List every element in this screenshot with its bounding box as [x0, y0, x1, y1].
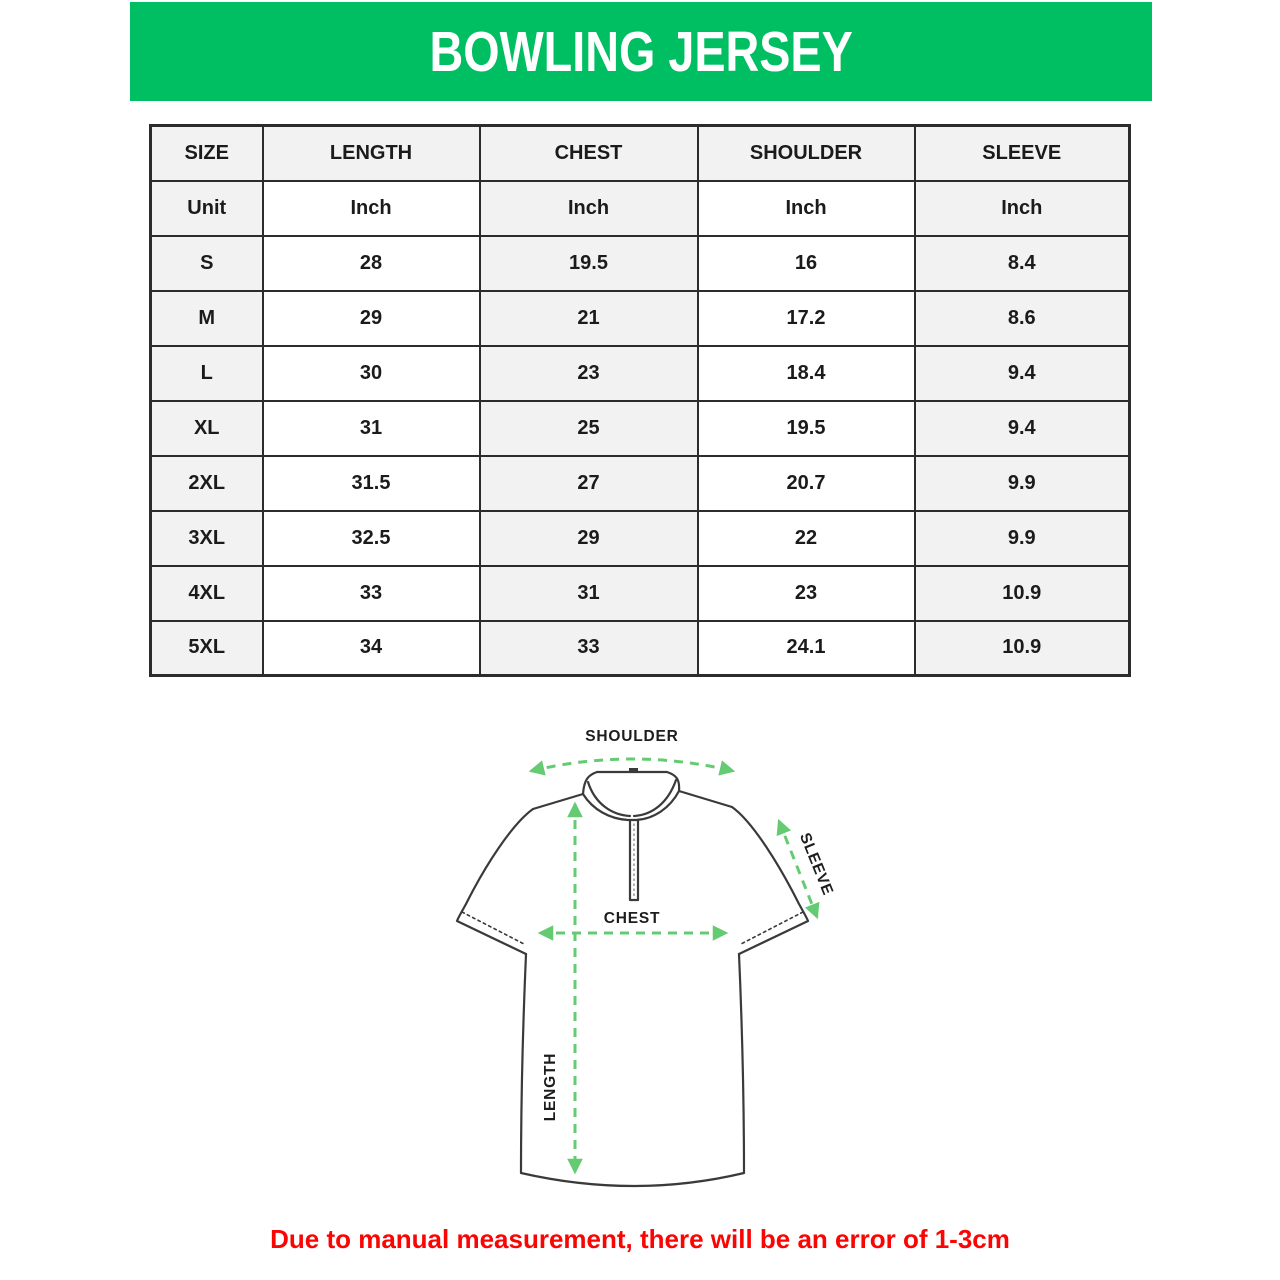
title-banner — [130, 2, 1152, 101]
measurement-value: 29 — [263, 291, 480, 346]
size-table — [149, 124, 1131, 677]
measurement-value: 31.5 — [263, 456, 480, 511]
measurement-value: 22 — [698, 511, 915, 566]
size-label: 5XL — [151, 621, 263, 676]
column-header: SIZE — [151, 126, 263, 181]
measurement-value: 32.5 — [263, 511, 480, 566]
measurement-value: 23 — [480, 346, 698, 401]
table-row — [151, 291, 1130, 346]
measurement-value: 34 — [263, 621, 480, 676]
unit-value: Inch — [480, 181, 698, 236]
measurement-value: 10.9 — [915, 621, 1130, 676]
zipper-pull — [629, 768, 638, 773]
measurement-value: 28 — [263, 236, 480, 291]
column-header: LENGTH — [263, 126, 480, 181]
size-label: 2XL — [151, 456, 263, 511]
size-label: M — [151, 291, 263, 346]
page-title: BOWLING JERSEY — [429, 19, 853, 84]
measurement-value: 31 — [480, 566, 698, 621]
measurement-disclaimer: Due to manual measurement, there will be an error of 1-3cm — [270, 1224, 1010, 1254]
unit-value: Inch — [263, 181, 480, 236]
jersey-outline — [457, 768, 808, 1186]
measurement-value: 21 — [480, 291, 698, 346]
unit-value: Inch — [698, 181, 915, 236]
measurement-value: 20.7 — [698, 456, 915, 511]
measurement-value: 17.2 — [698, 291, 915, 346]
table-row — [151, 236, 1130, 291]
table-row — [151, 401, 1130, 456]
measurement-value: 19.5 — [480, 236, 698, 291]
left-sleeve — [457, 809, 533, 954]
measurement-arrows — [531, 759, 817, 1172]
right-sleeve — [732, 807, 808, 954]
measurement-value: 16 — [698, 236, 915, 291]
measurement-value: 10.9 — [915, 566, 1130, 621]
table-row — [151, 346, 1130, 401]
unit-label: Unit — [151, 181, 263, 236]
measurement-value: 29 — [480, 511, 698, 566]
measurement-value: 24.1 — [698, 621, 915, 676]
table-row — [151, 456, 1130, 511]
table-row — [151, 181, 1130, 236]
measurement-value: 33 — [480, 621, 698, 676]
size-label: 4XL — [151, 566, 263, 621]
table-row — [151, 566, 1130, 621]
measurement-value: 19.5 — [698, 401, 915, 456]
measurement-value: 9.9 — [915, 511, 1130, 566]
measurement-value: 23 — [698, 566, 915, 621]
measurement-value: 30 — [263, 346, 480, 401]
measurement-value: 8.4 — [915, 236, 1130, 291]
sleeve-label: SLEEVE — [795, 830, 837, 899]
measurement-value: 9.4 — [915, 346, 1130, 401]
size-label: L — [151, 346, 263, 401]
length-label: LENGTH — [542, 1052, 559, 1122]
shoulder-label: SHOULDER — [585, 728, 679, 745]
measurement-value: 9.9 — [915, 456, 1130, 511]
table-row — [151, 511, 1130, 566]
table-row — [151, 126, 1130, 181]
measurement-value: 8.6 — [915, 291, 1130, 346]
unit-value: Inch — [915, 181, 1130, 236]
measurement-value: 33 — [263, 566, 480, 621]
size-label: 3XL — [151, 511, 263, 566]
table-row — [151, 621, 1130, 676]
column-header: CHEST — [480, 126, 698, 181]
column-header: SHOULDER — [698, 126, 915, 181]
measurement-value: 25 — [480, 401, 698, 456]
jersey-measurement-diagram — [430, 716, 850, 1208]
size-label: S — [151, 236, 263, 291]
measurement-labels — [542, 728, 836, 1121]
size-label: XL — [151, 401, 263, 456]
measurement-value: 31 — [263, 401, 480, 456]
measurement-value: 27 — [480, 456, 698, 511]
size-table-body — [151, 126, 1130, 676]
measurement-value: 9.4 — [915, 401, 1130, 456]
measurement-value: 18.4 — [698, 346, 915, 401]
column-header: SLEEVE — [915, 126, 1130, 181]
chest-label: CHEST — [603, 910, 661, 927]
